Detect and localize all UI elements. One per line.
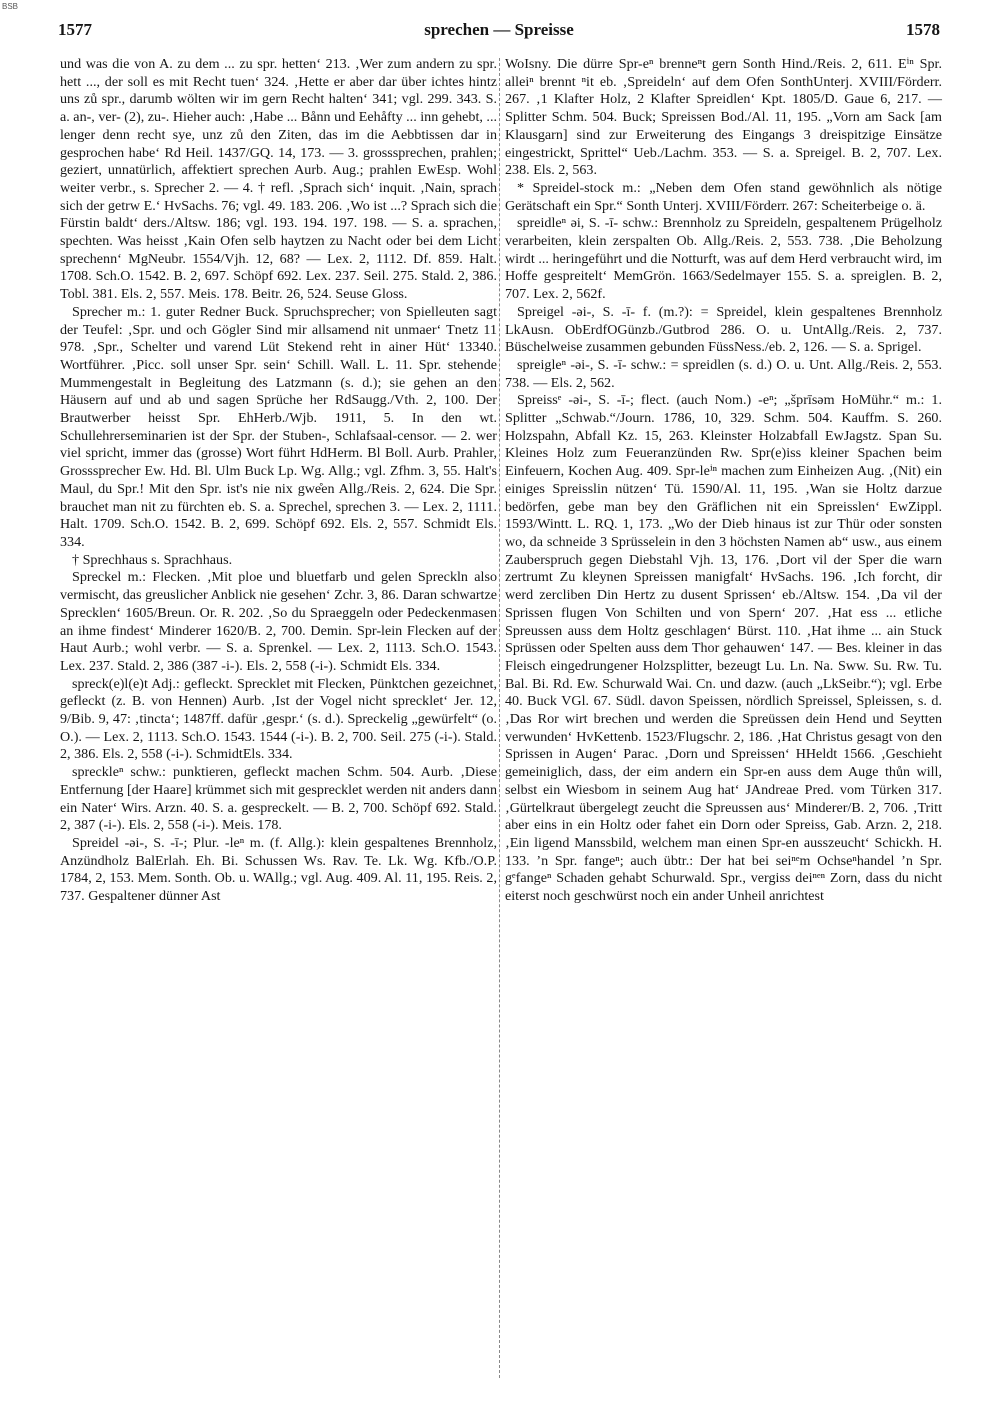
column-divider <box>499 58 500 1378</box>
page-header <box>58 14 940 44</box>
page-number-left: 1577 <box>58 20 92 39</box>
left-column <box>60 56 497 906</box>
dictionary-entry: Sprecher m.: 1. guter Redner Buck. Spruchsprecher; von Spielleuten sagt der Teufel: ‚Spr. und och Gögler Sind mir allsamend nit unmaer‘ Tnetz 11 978. ‚Spr., Schelter und varend Lüt Stekend reht in ainer Hüt‘ 13340. Wortführer. ‚Picc. soll unser Spr. sein‘ Schill. Wall. L. 11. Spr. stehende Mummengestalt in Begleitung des Latzmann (s. d.); sie gehen an den Häusern auf und ab und sagen Sprüche her RdSaugg./Vth. 2, 100. Der Brautwerber heisst Spr. EhHerb./Wjb. 1911, 5. In den wt. Schullehrerseminarien ist der Spr. der Stuben-, Schlafsaal-censor. — 2. wer viel spricht, immer das (grosse) Wort führt HdHerm. Bl Boll. Aurb. Prahler, Grosssprecher Ew. Hd. Bl. Ulm Buck Lp. Wg. Allg.; vgl. Zfhm. 3, 55. Halt's Maul, du Spr.! Mit den Spr. ist's nie nix gwe̊en Allg./Reis. 2, 624. Die Spr. brauchet man nit zu fürchten eb. S. a. Sprechel, sprechen 3. — Lex. 2, 1111. Halt. 1709. Sch.O. 1542. B. 2, 699. Schöpf 692. Els. 2, 557. Schmidt Els. 334. <box>60 303 497 550</box>
page-number-right: 1578 <box>906 20 940 39</box>
dictionary-entry: Spreckel m.: Flecken. ‚Mit ploe und bluetfarb und gelen Spreckln also vermischt, das greuslicher Anblick nie gesehen‘ Zchr. 3, 86. Daran schwartze Sprecklen‘ 1605/Breun. Or. R. 202. ‚So du Spraeggeln oder Pedeckenmasen an ihme findest‘ Minderer 1620/B. 2, 700. Demin. Spr-lein Flecken auf der Haut Aurb.; wohl verbr. — S. a. Sprenkel. — Lex. 2, 1113. Sch.O. 1543. Lex. 237. Stald. 2, 386 (387 -i-). Els. 2, 558 (-i-). Schmidt Els. 334. <box>60 569 497 674</box>
entry-continuation: und was die von A. zu dem ... zu spr. hetten‘ 213. ‚Wer zum andern zu spr. hett ..., der soll es mit Recht tuen‘ 324. ‚Hette er aber dar über ichtes hintz uns zů spr., darumb wölten wir im gern Recht halten‘ 341; vgl. 299. 343. S. a. an-, ver- (2), zu-. Hieher auch: ‚Habe ... Bånn und Eehåfty ... inn gehebt, ... lenger denn recht sye, unz zů den Ziten, das im die Aebbtissen dar in gesprochen habe‘ Rd Heil. 1437/GQ. 14, 173. — 3. grosssprechen, prahlen; geziert, unnatürlich, affektiert sprechen Aurb. Aug.; prahlen EwEsp. Wohl weiter verbr., s. Sprecher 2. — 4. † refl. ‚Sprach sich‘ inquit. ‚Nain, sprach sich der getrw E.‘ HvSachs. 76; vgl. 49. 183. 206. ‚Wo ist ...? Sprach sich die Fürstin baldt‘ ders./Altsw. 186; vgl. 193. 194. 197. 198. — S. a. sprachen, spechten. Was heisst ‚Kain Ofen selb haytzen zu Nacht oder bei dem Licht sprechenn‘ MgNeubr. 1554/Vjh. 12, 68? — Lex. 2, 1112. Df. 859. Halt. 1708. Sch.O. 1542. B. 2, 697. Schöpf 692. Lex. 237. Seil. 275. Stald. 2, 386. Tobl. 381. Els. 2, 557. Meis. 178. Beitr. 26, 524. Seuse Gloss. <box>60 56 497 303</box>
dictionary-entry: Spreidel -əi-, S. -ī-; Plur. -leⁿ m. (f. Allg.): klein gespaltenes Brennholz, Anzündholz BalErlah. Eh. Bi. Schussen Ws. Rav. Te. Lk. Wg. Kfb./O.P. 1784, 2, 153. Mem. Sonth. Ob. u. WAllg.; vgl. Aug. 409. Al. 11, 195. Reis. 2, 737. Gespaltener dünner Ast <box>60 834 497 905</box>
dictionary-entry: spreidleⁿ əi, S. -ī- schw.: Brennholz zu Spreideln, gespaltenem Prügelholz verarbeiten, klein zerspalten Ob. Allg./Reis. 2, 553. 738. ‚Die Beholzung wirdt ... heringeführt und die Notturft, was auf dem Herd verbraucht wird, im Hoffe gespreitelt‘ MemGrön. 1663/Sedelmayer 155. S. a. spreiglen. B. 2, 707. Lex. 2, 562f. <box>505 215 942 303</box>
right-column <box>505 56 942 906</box>
dictionary-entry: spreigleⁿ -əi-, S. -ī- schw.: = spreidlen (s. d.) O. u. Unt. Allg./Reis. 2, 553. 738. — Els. 2, 562. <box>505 356 942 391</box>
running-title: sprechen — Spreisse <box>424 20 574 39</box>
dictionary-entry: * Spreidel-stock m.: „Neben dem Ofen stand gewöhnlich als nötige Gerätschaft ein Spr.“ Sonth Unterj. XVIII/Förderr. 267: Scheiterbeige o. ä. <box>505 179 942 214</box>
dictionary-entry: spreckleⁿ schw.: punktieren, gefleckt machen Schm. 504. Aurb. ‚Diese Entfernung [der Haare] krümmet sich mit gesprecklet werden nit anders dann ein Nater‘ Wirs. Arzn. 40. S. a. gespreckelt. — B. 2, 700. Schöpf 692. Stald. 2, 387 (-i-). Els. 2, 558 (-i-). Meis. 178. <box>60 764 497 834</box>
dictionary-entry: spreck(e)l(e)t Adj.: gefleckt. Sprecklet mit Flecken, Pünktchen gezeichnet, gefleckt (z. B. von Hennen) Aurb. ‚Ist der Vogel nicht sprecklet‘ Jer. 12, 9/Bib. 9, 47: ‚tincta‘; 1487ff. dafür ‚gespr.‘ (s. d.). Spreckelig „gewürfelt“ (o. O.). — Lex. 2, 1113. Sch.O. 1543. 1544 (-i-). B. 2, 700. Seil. 275 (-i-). Stald. 2, 386. Els. 2, 558 (-i-). SchmidtEls. 334. <box>60 675 497 763</box>
library-stamp: BSB <box>2 2 19 11</box>
dictionary-entry: Spreissᵉ -əi-, S. -ī-; flect. (auch Nom.) -eⁿ; „šprīsəm HoMühr.“ m.: 1. Splitter „Schwab.“/Journ. 1786, 10, 329. Schm. 504. Kauffm. S. 260. Holzspahn, Abfall Kz. 15, 263. Kleinster Holzabfall EwJagstz. Span Su. Kleines Holz zum Feueranzünden Rw. Spr(e)iss kleiner Spachen beim Einfeuern, Kochen Aug. 409. Spr-leⁱⁿ machen zum Einheizen Aug. ‚(Nit) ein einiges Spreisslin nützen‘ Tü. 1590/Al. 11, 195. ‚Wan sie Holtz darzue bedörfen, gebe man bey den Gräflichen nit ein Spreisslen‘ EwZippl. 1593/Wintt. L. RQ. 1, 173. „Wo der Dieb hinaus ist zur Thür oder sonsten wo, da schneide 3 Sprüsselein in den 3 höchsten Namen ab“ usw., aus einem Zauberspruch gegen Diebstahl Vjh. 13, 176. ‚Dort vil der Sper die warn zertrumt Zu kleynen Spreissen manigfalt‘ HvSachs. 196. ‚Ich forcht, dir werd zercliben Din Hertz zu dusent Sprissen‘ eb./Altsw. 154. ‚Da vil der Sprissen flugen Von Schilten und von Spern‘ 207. ‚Hat ess ... etliche Spreussen auss dem Holtz geschlagen‘ Bürst. 110. ‚Hat ihme ... ain Stuck Sprüssen oder Spelten auss dem Thor gehauwen‘ 147. — Bes. kleiner in das Fleisch eingedrungener Holzsplitter, bezeugt Lu. Ln. Na. Sww. Su. Rw. Tu. Bal. Bi. Rd. Ew. Schurwald Wai. Cn. und dazw. (auch „LkSeibr.“); vgl. Erbe 40. Buck VGl. 67. Südl. davon Speissen, nördlich Spreissel, Spleissen, s. d. ‚Das Ror wirt brechen und werden die Spreüssen dein Hend und Seytten verwunden‘ HvKettenb. 1523/Flugschr. 2, 186. ‚Hat Christus gesagt von den Sprissen in Augen‘ Parac. ‚Dorn und Spreissen‘ HHeldt 1566. ‚Geschieht gemeiniglich, dass, der eim andern ein Spr-en auss dem Auge thůn will, selbst ein Wiesbom in seinem Aug hat‘ JAndreae Pred. vom Türken 317. ‚Gürtelkraut übergelegt zeucht die Spreussen aus‘ Minderer/B. 2, 706. ‚Tritt aber eins in ein Holtz oder fahet ein Dorn oder Spreiss, Gab. Arzn. 2, 218. ‚Ein ligend Manssbild, welchem man einen Spr-en ausszeucht‘ Schickh. H. 133. ’n Spr. fangeⁿ; auch übtr.: Der hat bei seiⁿᵉm Ochseⁿhandel ’n Spr. gᵉfangeⁿ Schaden gehabt Schurwald. Spr., vergiss deiⁿᵉⁿ Zorn, dass du nicht eiterst noch geschwürst noch ein ander Unheil anrichtest <box>505 392 942 905</box>
entry-continuation: WoIsny. Die dürre Spr-eⁿ brenneⁿt gern Sonth Hind./Reis. 2, 611. Eⁱⁿ Spr. alleiⁿ brennt ⁿit eb. ‚Spreideln‘ auf dem Ofen SonthUnterj. XVIII/Förderr. 267. ‚1 Klafter Holz, 2 Klafter Spreidlen‘ Kpt. 1805/D. Gaue 6, 217. — Splitter Schm. 504. Buck; Spreissen Bod./Al. 11, 195. „Vorn am Sack [am Klausgarn] sind zur Erweiterung des Eingangs 3 dreispitzige Einsätze eingestrickt, Sprittel“ Ueb./Lachm. 353. — S. a. Spreigel. B. 2, 707. Lex. 238. Els. 2, 563. <box>505 56 942 179</box>
dictionary-entry: † Sprechhaus s. Sprachhaus. <box>72 551 233 568</box>
dictionary-entry: Spreigel -əi-, S. -ī- f. (m.?): = Spreidel, klein gespaltenes Brennholz LkAusn. ObErdfOGünzb./Gutbrod 286. O. u. UntAllg./Reis. 2, 737. Büschelweise zusammen gebunden FüssNess./eb. 2, 126. — S. a. Sprigel. <box>505 303 942 356</box>
